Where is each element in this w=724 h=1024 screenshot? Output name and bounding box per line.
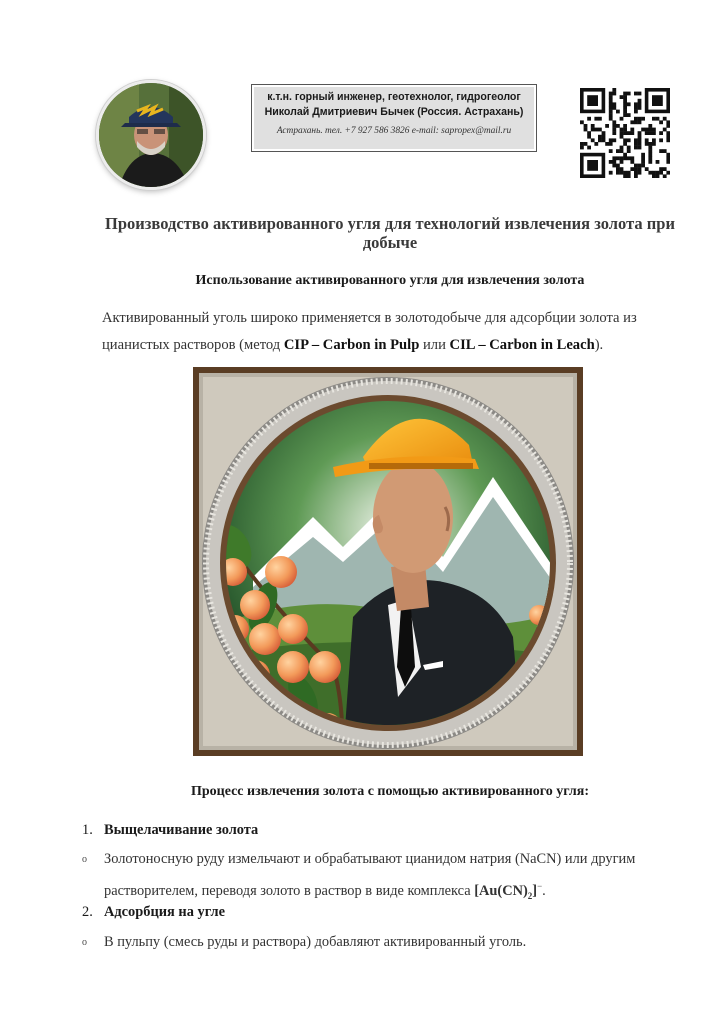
- step-2-number: 2.: [82, 904, 93, 920]
- intro-end: ).: [594, 337, 604, 353]
- engineer-illustration: [193, 367, 583, 756]
- term-cip: CIP – Carbon in Pulp: [283, 337, 420, 353]
- bullet-mark: o: [82, 937, 87, 948]
- step-2-label: Адсорбция на угле: [104, 904, 225, 920]
- document-title: Производство активированного угля для технологий извлечения золота при добыче: [105, 214, 675, 252]
- author-info-card: [251, 84, 537, 152]
- author-credentials: к.т.н. горный инженер, геотехнолог, гидрогеолог: [267, 91, 521, 103]
- author-photo-icon: [99, 83, 203, 187]
- intro-mid: или: [419, 337, 450, 353]
- author-photo: [96, 80, 206, 190]
- engineer-with-hard-hat-illustration-icon: [193, 367, 583, 756]
- bullet-mark: o: [82, 854, 87, 865]
- author-name: Николай Дмитриевич Бычек (Россия. Астрахань): [264, 106, 524, 118]
- step-1-label: Выщелачивание золота: [104, 822, 259, 838]
- process-title: Процесс извлечения золота с помощью активированного угля:: [190, 784, 590, 799]
- step-2: [82, 904, 225, 921]
- step-1: [82, 822, 258, 839]
- step-2-bullet-text: В пульпу (смесь руды и раствора) добавляют активированный уголь.: [104, 934, 527, 950]
- gold-complex: [Au(CN): [474, 882, 528, 899]
- step-1-bullet: [82, 846, 662, 902]
- section-subtitle: Использование активированного угля для извлечения золота: [195, 273, 585, 288]
- term-cil: CIL – Carbon in Leach: [449, 337, 595, 353]
- intro-paragraph: [102, 305, 662, 359]
- author-contacts: Астрахань. тел. +7 927 586 3826 e-mail: sapropex@mail.ru: [276, 126, 512, 136]
- step-2-bullet: [82, 929, 662, 957]
- qr-code-icon: [580, 88, 670, 178]
- step-1-number: 1.: [82, 822, 93, 838]
- intro-text: Активированный уголь широко применяется в золотодобыче для адсорбции золота из цианистых растворов (метод: [102, 310, 637, 353]
- step-1-bullet-text: Золотоносную руду измельчают и обрабатывают цианидом натрия (NaCN) или другим растворителем, переводя золото в раствор в виде комплекса $[Au(CN)_2]^-$.: [104, 851, 636, 901]
